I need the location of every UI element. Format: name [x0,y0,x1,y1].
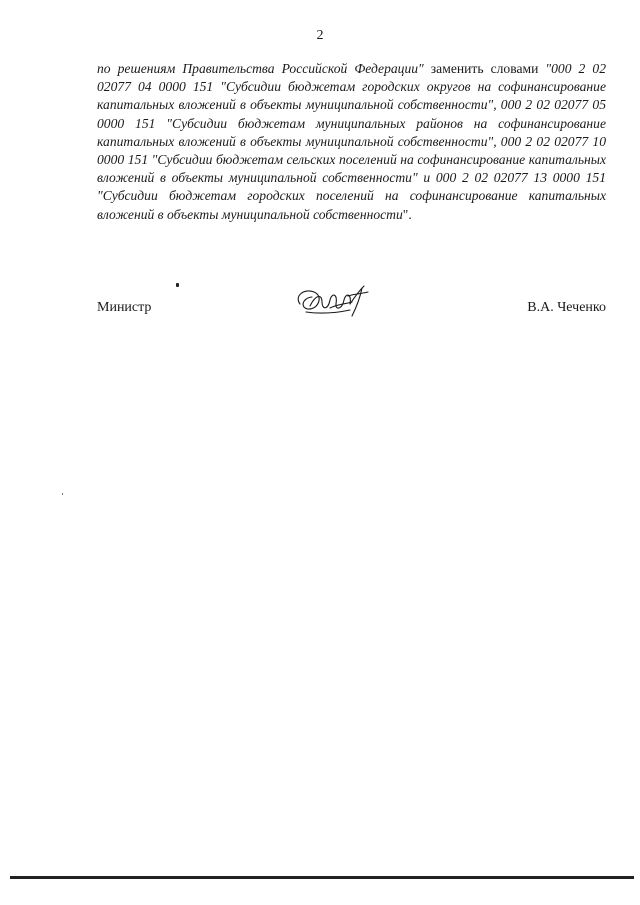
body-text-fragment-4: ". [402,206,412,222]
body-paragraph [97,60,606,224]
margin-speck [62,493,63,495]
handwritten-signature [290,282,372,322]
body-text-fragment-1: по решениям Правительства Российской Федерации" [97,61,424,76]
signatory-title: Министр [97,300,152,315]
page-number: 2 [316,28,324,43]
body-text-fragment-3: "000 2 02 02077 04 0000 151 "Субсидии бюджетам городских округов на софинансирование капитальных вложений в объекты муниципальной собственности", 000 2 02 02077 05 0000 151 "Субсидии бюджетам муниципальных районов на софинансирование капитальных вложений в объекты муниципальной собственности", 000 2 02 02077 10 0000 151 "Субсидии бюджетам сельских поселений на софинансирование капитальных вложений в объекты муниципальной собственности" и 000 2 02 02077 13 0000 151 "Субсидии бюджетам городских поселений на софинансирование капитальных вложений в объекты муниципальной собственности [97,61,606,222]
signatory-name: В.А. Чеченко [527,300,606,315]
body-text-fragment-2: заменить словами [423,61,546,76]
bottom-rule [10,876,634,879]
signature-block [97,296,606,326]
stray-mark [176,283,179,287]
